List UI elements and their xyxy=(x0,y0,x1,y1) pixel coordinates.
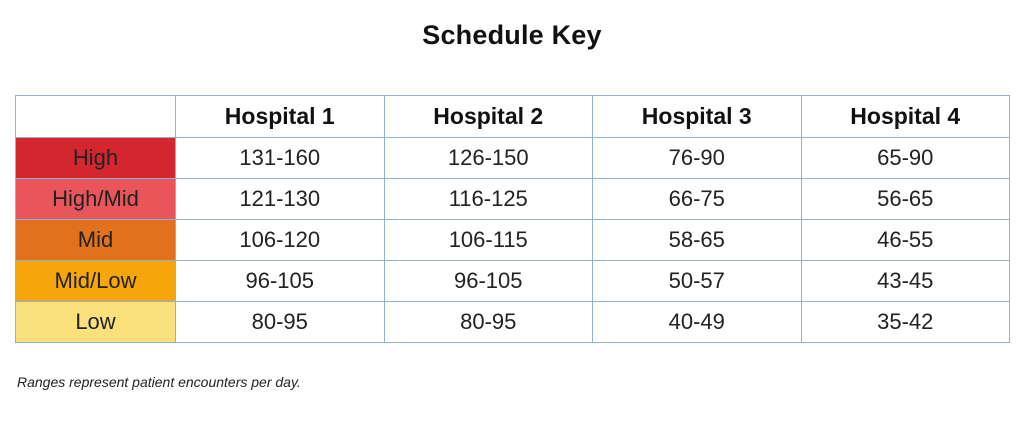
table-cell: 50-57 xyxy=(593,261,802,302)
header-hospital-4: Hospital 4 xyxy=(801,96,1010,138)
table-row xyxy=(16,179,1010,220)
table-cell: 65-90 xyxy=(801,138,1010,179)
table-cell: 96-105 xyxy=(384,261,593,302)
table-cell: 35-42 xyxy=(801,302,1010,343)
table-cell: 46-55 xyxy=(801,220,1010,261)
table-cell: 106-120 xyxy=(176,220,385,261)
table-cell: 116-125 xyxy=(384,179,593,220)
table-cell: 126-150 xyxy=(384,138,593,179)
table-cell: 121-130 xyxy=(176,179,385,220)
level-label-low: Low xyxy=(16,302,176,343)
header-hospital-2: Hospital 2 xyxy=(384,96,593,138)
header-hospital-1: Hospital 1 xyxy=(176,96,385,138)
table-cell: 96-105 xyxy=(176,261,385,302)
table-row xyxy=(16,138,1010,179)
table-cell: 56-65 xyxy=(801,179,1010,220)
level-label-mid-low: Mid/Low xyxy=(16,261,176,302)
page-title: Schedule Key xyxy=(422,20,602,50)
header-hospital-3: Hospital 3 xyxy=(593,96,802,138)
table-cell: 43-45 xyxy=(801,261,1010,302)
table-cell: 131-160 xyxy=(176,138,385,179)
level-label-high: High xyxy=(16,138,176,179)
level-label-mid: Mid xyxy=(16,220,176,261)
footnote: Ranges represent patient encounters per day. xyxy=(17,374,301,390)
table-row xyxy=(16,220,1010,261)
table-cell: 66-75 xyxy=(593,179,802,220)
table-cell: 76-90 xyxy=(593,138,802,179)
corner-cell xyxy=(16,96,176,138)
table-row xyxy=(16,302,1010,343)
table-cell: 40-49 xyxy=(593,302,802,343)
table-cell: 80-95 xyxy=(176,302,385,343)
level-label-high-mid: High/Mid xyxy=(16,179,176,220)
table-cell: 80-95 xyxy=(384,302,593,343)
schedule-key-table xyxy=(15,95,1010,343)
header-row xyxy=(16,96,1010,138)
table-row xyxy=(16,261,1010,302)
table-cell: 106-115 xyxy=(384,220,593,261)
table-cell: 58-65 xyxy=(593,220,802,261)
